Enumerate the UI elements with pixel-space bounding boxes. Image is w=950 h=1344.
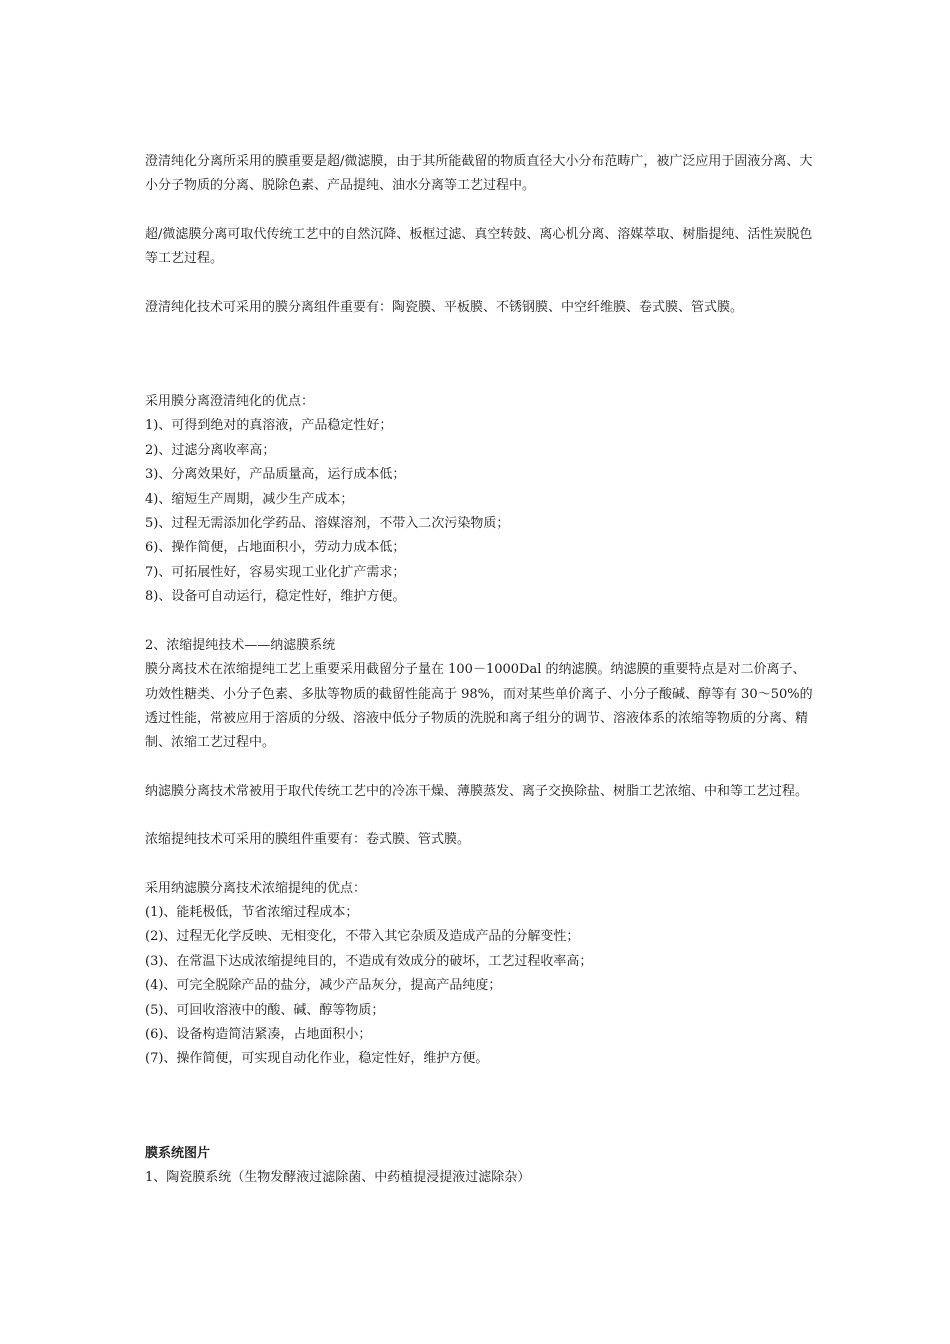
advantages-1-item: 1)、可得到绝对的真溶液，产品稳定性好； bbox=[145, 418, 393, 434]
advantages-1-item: 2)、过滤分离收率高； bbox=[145, 442, 276, 458]
advantages-2-title: 采用纳滤膜分离技术浓缩提纯的优点： bbox=[145, 880, 367, 896]
section-2-paragraph-2: 纳滤膜分离技术常被用于取代传统工艺中的冷冻干燥、薄膜蒸发、离子交换除盐、树脂工艺浓缩、中和等工艺过程。 bbox=[145, 783, 809, 799]
document-body bbox=[145, 150, 817, 1191]
section-2-heading: 2、浓缩提纯技术——纳滤膜系统 bbox=[145, 637, 336, 653]
gallery-heading: 膜系统图片 bbox=[145, 1145, 211, 1161]
advantages-2-item: (4)、可完全脱除产品的盐分，减少产品灰分，提高产品纯度； bbox=[145, 978, 502, 994]
intro-paragraph-3: 澄清纯化技术可采用的膜分离组件重要有：陶瓷膜、平板膜、不锈钢膜、中空纤维膜、卷式膜、管式膜。 bbox=[145, 299, 744, 315]
advantages-2-item: (5)、可回收溶液中的酸、碱、醇等物质； bbox=[145, 1002, 385, 1018]
advantages-1-item: 7)、可拓展性好，容易实现工业化扩产需求； bbox=[145, 564, 406, 580]
gallery-item-1-caption: 1、陶瓷膜系统（生物发酵液过滤除菌、中药植提浸提液过滤除杂） bbox=[145, 1170, 531, 1186]
advantages-2-item: (7)、操作简便，可实现自动化作业，稳定性好，维护方便。 bbox=[145, 1051, 489, 1067]
advantages-2-item: (1)、能耗极低，节省浓缩过程成本； bbox=[145, 904, 359, 920]
advantages-2-item: (6)、设备构造简洁紧凑，占地面积小； bbox=[145, 1026, 372, 1042]
advantages-1-title: 采用膜分离澄清纯化的优点： bbox=[145, 394, 315, 410]
section-2-paragraph-1: 膜分离技术在浓缩提纯工艺上重要采用截留分子量在 100－1000Dal 的纳滤膜。纳滤膜的重要特点是对二价离子、功效性糖类、小分子色素、多肽等物质的截留性能高于 98%，而对某些单价离子、小分子酸碱、醇等有 30～50%的透过性能，常被应用于溶质的分级、溶液中低分子物质的洗脱和离子组分的调节、溶液体系的浓缩等物质的分离、精制、浓缩工艺过程中。 bbox=[145, 662, 813, 751]
intro-paragraph-1: 澄清纯化分离所采用的膜重要是超/微滤膜，由于其所能截留的物质直径大小分布范畴广，被广泛应用于固液分离、大小分子物质的分离、脱除色素、产品提纯、油水分离等工艺过程中。 bbox=[145, 154, 813, 194]
advantages-2-item: (2)、过程无化学反映、无相变化，不带入其它杂质及造成产品的分解变性； bbox=[145, 929, 580, 945]
section-2-paragraph-3: 浓缩提纯技术可采用的膜组件重要有：卷式膜、管式膜。 bbox=[145, 832, 471, 848]
advantages-1-item: 5)、过程无需添加化学药品、溶媒溶剂，不带入二次污染物质； bbox=[145, 516, 510, 532]
advantages-1-item: 6)、操作简便，占地面积小，劳动力成本低； bbox=[145, 540, 406, 556]
advantages-1-item: 4)、缩短生产周期，减少生产成本； bbox=[145, 491, 354, 507]
advantages-1-item: 8)、设备可自动运行，稳定性好，维护方便。 bbox=[145, 589, 406, 605]
intro-paragraph-2: 超/微滤膜分离可取代传统工艺中的自然沉降、板框过滤、真空转鼓、离心机分离、溶媒萃取、树脂提纯、活性炭脱色等工艺过程。 bbox=[145, 226, 813, 267]
advantages-2-item: (3)、在常温下达成浓缩提纯目的，不造成有效成分的破坏，工艺过程收率高； bbox=[145, 953, 593, 969]
advantages-1-item: 3)、分离效果好，产品质量高，运行成本低； bbox=[145, 467, 406, 483]
